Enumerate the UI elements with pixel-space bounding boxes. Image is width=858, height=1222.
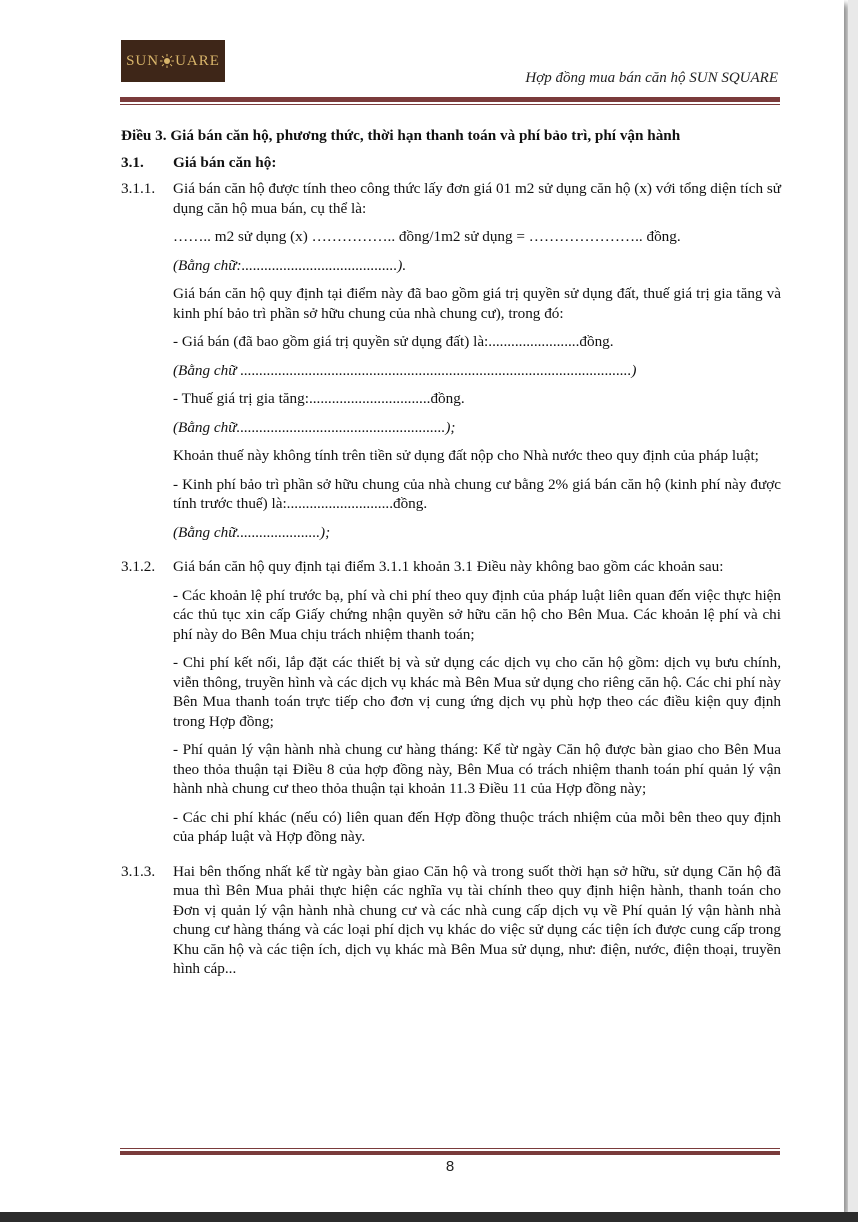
clause-3-1-2 [121,557,781,856]
clause-number: 3.1.2. [121,558,156,575]
price-line: - Giá bán (đã bao gồm giá trị quyền sử dụng đất) là:........................đồng. [173,333,614,350]
clause-number: 3.1.1. [121,180,156,197]
footer-divider-thin [120,1148,780,1149]
document-body [121,126,781,994]
clause-intro: Giá bán căn hộ quy định tại điểm 3.1.1 khoản 3.1 Điều này không bao gồm các khoản sau: [173,558,724,575]
clause-paragraph: Khoản thuế này không tính trên tiền sử dụng đất nộp cho Nhà nước theo quy định của pháp luật; [173,447,759,464]
amount-in-words: (Bằng chữ .......................................................................................................) [173,361,637,379]
article-title: Điều 3. Giá bán căn hộ, phương thức, thời hạn thanh toán và phí bảo trì, phí vận hành [121,127,681,144]
viewer-gutter [848,0,858,1212]
section-number: 3.1. [121,153,144,171]
section-heading [121,153,781,173]
clause-3-1-3 [121,862,781,988]
bullet-item: - Các khoản lệ phí trước bạ, phí và chi phí theo quy định của pháp luật liên quan đến việc thực hiện các thủ tục xin cấp Giấy chứng nhận quyền sở hữu căn hộ cho Bên Mua. Các khoản lệ phí và chi phí này do Bên Mua chịu trách nhiệm thanh toán; [173,586,781,643]
logo-text-right: UARE [175,52,220,69]
maintenance-line: - Kinh phí bảo trì phần sở hữu chung của nhà chung cư bằng 2% giá bán căn hộ (kinh phí này được tính trước thuế) là:............................đồng. [173,475,781,512]
sun-icon [160,54,174,68]
clause-paragraph: Hai bên thống nhất kể từ ngày bàn giao Căn hộ và trong suốt thời hạn sở hữu, sử dụng Căn hộ đã mua thì Bên Mua phải thực hiện các nghĩa vụ tài chính theo quy định hiện hành, thanh toán cho Đơn vị quản lý vận hành nhà chung cư và các nhà cung cấp dịch vụ về Phí quản lý vận hành nhà chung cư hàng tháng và các loại phí dịch vụ khác do việc sử dụng các tiện ích được cung cấp trong Khu căn hộ và các tiện ích, dịch vụ khác mà Bên Mua sử dụng, như: điện, nước, điện thoại, truyền hình cáp... [173,862,781,977]
bullet-item: - Phí quản lý vận hành nhà chung cư hàng tháng: Kể từ ngày Căn hộ được bàn giao cho Bên Mua theo thỏa thuận tại Điều 8 của hợp đồng này, Bên Mua có trách nhiệm thanh toán phí quản lý vận hành nhà chung cư theo thỏa thuận tại khoản 11.3 Điều 11 của Hợp đồng này; [173,741,781,797]
page-number: 8 [445,1158,455,1175]
bullet-item: - Chi phí kết nối, lắp đặt các thiết bị và sử dụng các dịch vụ cho căn hộ gồm: dịch vụ bưu chính, viễn thông, truyền hình và các dịch vụ khác mà Bên Mua sử dụng cho riêng căn hộ. Các chi phí này Bên Mua thanh toán trực tiếp cho đơn vị cung ứng dịch vụ phù hợp theo các điều kiện quy định trong Hợp đồng; [173,654,781,730]
bullet-item: - Các chi phí khác (nếu có) liên quan đến Hợp đồng thuộc trách nhiệm của mỗi bên theo quy định của pháp luật và Hợp đồng này. [173,808,781,845]
header-divider-thin [120,104,780,105]
amount-in-words: (Bằng chữ......................); [173,523,331,541]
header-divider [120,97,780,102]
logo-text-left: SUN [126,52,160,69]
clause-3-1-1 [121,179,781,551]
clause-intro: Giá bán căn hộ được tính theo công thức lấy đơn giá 01 m2 sử dụng căn hộ (x) với tổng diện tích sử dụng căn hộ mua bán, cụ thể là: [173,180,781,217]
vat-line: - Thuế giá trị gia tăng:................................đồng. [173,390,465,407]
clause-number: 3.1.3. [121,862,156,880]
clause-paragraph: Giá bán căn hộ quy định tại điểm này đã bao gồm giá trị quyền sử dụng đất, thuế giá trị gia tăng và kinh phí bảo trì phần sở hữu chung của nhà chung cư), trong đó: [173,285,781,322]
amount-in-words: (Bằng chữ:.........................................). [173,256,407,274]
sun-square-logo [121,40,225,82]
document-header-title: Hợp đồng mua bán căn hộ SUN SQUARE [525,70,778,86]
section-title: Giá bán căn hộ: [173,153,277,171]
viewer-bottom-bar [0,1212,858,1222]
footer-divider [120,1151,780,1155]
price-formula: …….. m2 sử dụng (x) …………….. đồng/1m2 sử dụng = ………………….. đồng. [173,228,681,245]
amount-in-words: (Bằng chữ.......................................................); [173,418,456,436]
